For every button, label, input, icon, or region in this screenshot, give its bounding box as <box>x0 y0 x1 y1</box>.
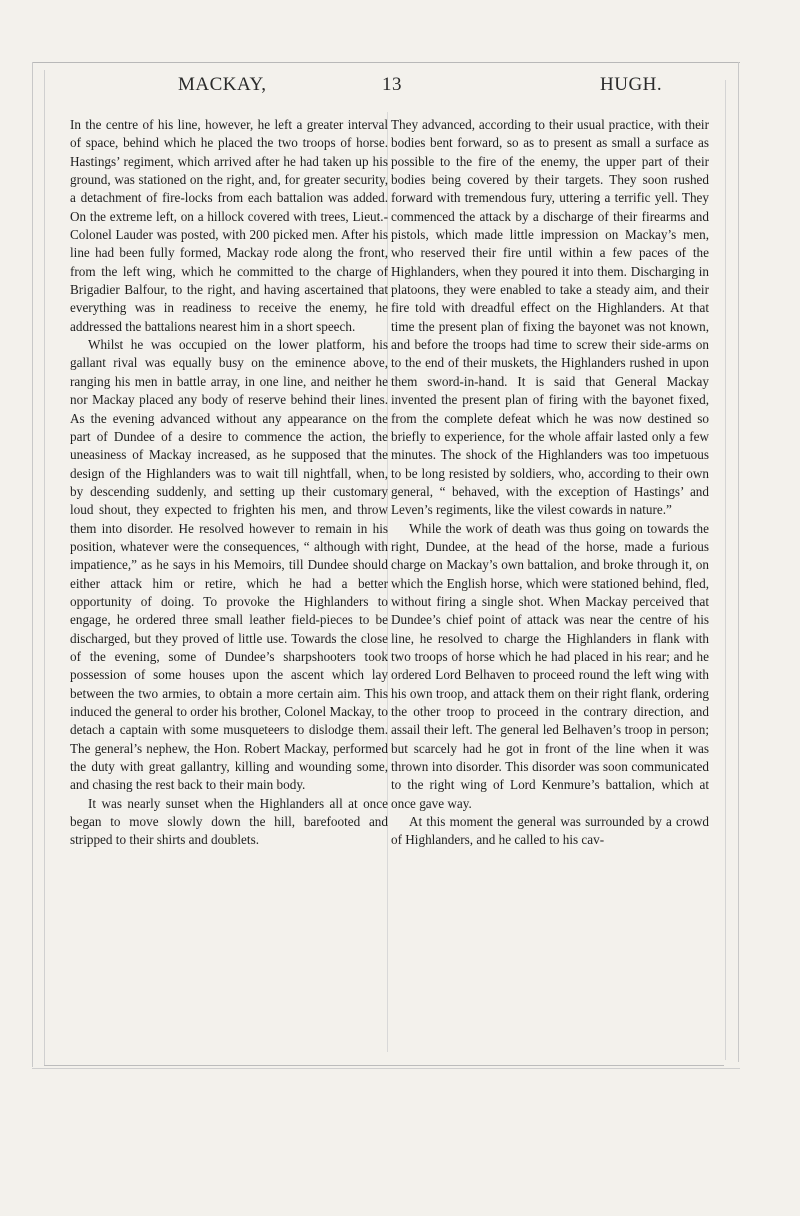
paragraph: They advanced, according to their usual practice, with their bodies bent forward, so as to present as small a surface as possible to the fire of the enemy, the upper part of their bodies being covered by their targets. They soon rushed forward with tremendous fury, uttering a terrific yell. They commenced the attack by a discharge of their firearms and pistols, which made little impression on Mackay’s men, who reserved their fire until within a few paces of the Highlanders, when they poured it into them. Discharging in platoons, they were enabled to take a steady aim, and their fire told with dreadful effect on the Highlanders. At that time the present plan of fixing the bayonet was not known, and before the troops had time to screw their side-arms on to the end of their muskets, the Highlanders rushed in upon them sword-in-hand. It is said that General Mackay invented the present plan of firing with the bayonet fixed, from the complete defeat which he was now destined so briefly to experience, for the whole affair lasted only a few minutes. The shock of the Highlanders was too impetuous to be long resisted by soldiers, who, according to their own general, “ behaved, with the exception of Hastings’ and Leven’s regiments, like the vilest cowards in nature.” <box>391 117 709 518</box>
header-surname: MACKAY, <box>178 74 267 95</box>
paragraph: At this moment the general was surrounded by a crowd of Highlanders, and he called to his cav- <box>391 814 709 848</box>
right-column <box>391 116 709 850</box>
paragraph: Whilst he was occupied on the lower platform, his gallant rival was equally busy on the eminence above, ranging his men in battle array, in one line, and neither he nor Mackay placed any body of reserve behind their lines. As the evening advanced without any appearance on the part of Dundee of a desire to commence the action, the uneasiness of Mackay increased, as he supposed that the design of the Highlanders was to wait till nightfall, when, by descending suddenly, and setting up their customary loud shout, they expected to frighten his men, and throw them into disorder. He resolved however to remain in his position, whatever were the consequences, “ although with impatience,” as he says in his Memoirs, till Dundee should either attack him or retire, which he had a better opportunity of doing. To provoke the Highlanders to engage, he ordered three small leather field-pieces to be discharged, but they proved of little use. Towards the close of the evening, some of Dundee’s sharpshooters took possession of some houses upon the ascent which lay between the two armies, to obtain a more certain aim. This induced the general to order his brother, Colonel Mackay, to detach a captain with some musqueteers to dislodge them. The general’s nephew, the Hon. Robert Mackay, performed the duty with great gallantry, killing and wounding some, and chasing the rest back to their main body. <box>70 337 388 793</box>
frame-line-right-inner <box>725 80 726 1060</box>
paragraph: It was nearly sunset when the Highlanders all at once began to move slowly down the hill, barefooted and stripped to their shirts and doublets. <box>70 795 388 848</box>
frame-line-bottom <box>44 1065 724 1066</box>
frame-line-right <box>738 62 739 1062</box>
frame-line-top <box>32 62 740 63</box>
header-forename: HUGH. <box>600 74 663 95</box>
paragraph: In the centre of his line, however, he left a greater interval of space, behind which he placed the two troops of horse. Hastings’ regiment, which arrived after he had taken up his ground, was stationed on the right, and, for greater security, a detachment of fire-locks from each battalion was added. On the extreme left, on a hillock covered with trees, Lieut.-Colonel Lauder was posted, with 200 picked men. After his line had been fully formed, Mackay rode along the front, from the left wing, which he committed to the charge of Brigadier Balfour, to the right, and having ascertained that everything was in readiness to receive the enemy, he addressed the battalions nearest him in a short speech. <box>70 117 388 334</box>
frame-line-bottom-outer <box>32 1068 740 1069</box>
running-header <box>60 74 720 96</box>
frame-line-left <box>32 62 33 1067</box>
left-column <box>70 116 388 850</box>
paragraph: While the work of death was thus going on towards the right, Dundee, at the head of the horse, made a furious charge on Mackay’s own battalion, and broke through it, on which the English horse, which were stationed behind, fled, without firing a single shot. When Mackay perceived that Dundee’s chief point of attack was near the centre of his line, he resolved to charge the Highlanders in flank with two troops of horse which he had placed in his rear; and he ordered Lord Belhaven to proceed round the left wing with his own troop, and attack them on their right flank, ordering the other troop to proceed in the contrary direction, and assail their left. The general led Belhaven’s troop in person; but scarcely had he got in front of the line when it was thrown into disorder. This disorder was soon communicated to the right wing of Lord Kenmure’s battalion, which at once gave way. <box>391 520 709 811</box>
frame-line-left-inner <box>44 70 45 1065</box>
page-number: 13 <box>382 74 402 95</box>
